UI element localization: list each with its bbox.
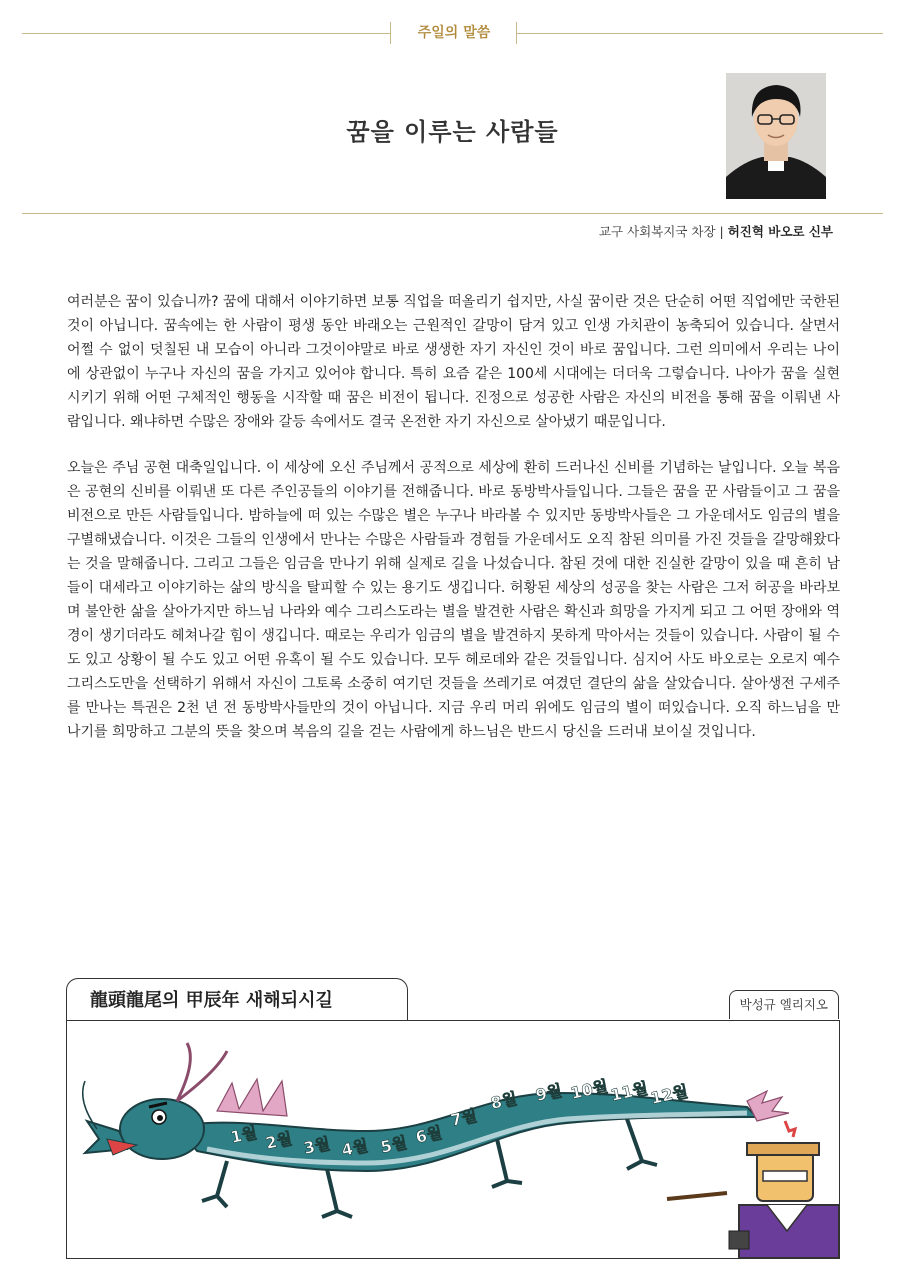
month-label: 11월 [608, 1078, 650, 1105]
header-rule-left [22, 33, 390, 34]
header-tick-left [390, 22, 391, 44]
header-rule-right [517, 33, 883, 34]
comic-panel [66, 1020, 840, 1259]
month-label: 1월 [228, 1122, 259, 1147]
month-label: 9월 [533, 1080, 564, 1105]
article-title: 꿈을 이루는 사람들 [346, 118, 559, 146]
month-label: 4월 [339, 1135, 370, 1160]
byline [599, 222, 833, 240]
priest-portrait-icon [726, 73, 826, 199]
paragraph-1: 여러분은 꿈이 있습니까? 꿈에 대해서 이야기하면 보통 직업을 떠올리기 쉽지만, 사실 꿈이란 것은 단순히 어떤 직업에만 국한된 것이 아닙니다. 꿈속에는 한 사람이 평생 동안 바래오는 근원적인 갈망이 담겨 있고 인생 가치관이 농축되어 있습니다. 살면서 어쩔 수 없이 덧칠된 내 모습이 아니라 그것이야말로 바로 생생한 자기 자신인 것이 바로 꿈입니다. 그런 의미에서 우리는 나이에 상관없이 누구나 자신의 꿈을 가지고 있어야 합니다. 특히 요즘 같은 100세 시대에는 더더욱 그렇습니다. 나아가 꿈을 실현시키기 위해 어떤 구체적인 행동을 시작할 때 꿈은 비전이 됩니다. 진정으로 성공한 사람은 자신의 비전을 통해 꿈을 이뤄낸 사람입니다. 왜냐하면 수많은 장애와 갈등 속에서도 결국 온전한 자기 자신으로 살아냈기 때문입니다. [67, 294, 840, 430]
author-photo [726, 73, 826, 199]
comic-title: 龍頭龍尾의 甲辰年 새해되시길 [90, 990, 333, 1011]
article-body [67, 290, 840, 766]
dragon-illustration-icon [67, 1021, 839, 1258]
comic-author: 박성규 엘리지오 [729, 990, 840, 1019]
month-label: 6월 [413, 1122, 444, 1147]
paragraph-2: 오늘은 주님 공현 대축일입니다. 이 세상에 오신 주님께서 공적으로 세상에 환히 드러나신 신비를 기념하는 날입니다. 오늘 복음은 공현의 신비를 이뤄낸 또 다른 주인공들의 이야기를 전해줍니다. 바로 동방박사들입니다. 그들은 꿈을 꾼 사람들이고 그 꿈을 비전으로 만든 사람들입니다. 밤하늘에 떠 있는 수많은 별은 누구나 바라볼 수 있지만 동방박사들은 그 가운데서도 임금의 별을 구별해냈습니다. 이것은 그들의 인생에서 만나는 수많은 사람들과 경험들 가운데서도 오직 참된 의미를 가진 것들을 갈망해왔다는 것을 말해줍니다. 그리고 그들은 임금을 만나기 위해 실제로 길을 나섰습니다. 참된 것에 대한 진실한 갈망이 있을 때 흔히 남들이 대세라고 이야기하는 삶의 방식을 탈피할 수 있는 용기도 생깁니다. 허황된 세상의 성공을 찾는 사람은 그저 허공을 바라보며 불안한 삶을 살아가지만 하느님 나라와 예수 그리스도라는 별을 발견한 사람은 확신과 희망을 가지게 되고 그 어떤 장애와 역경이 생기더라도 헤쳐나갈 힘이 생깁니다. 때로는 우리가 임금의 별을 발견하지 못하게 막아서는 것들이 있습니다. 사람이 될 수도 있고 상황이 될 수도 있고 어떤 유혹이 될 수도 있습니다. 모두 헤로데와 같은 것들입니다. 심지어 사도 바오로는 오로지 예수 그리스도만을 선택하기 위해서 자신이 그토록 소중히 여기던 것들을 쓰레기로 여겼던 결단의 삶을 살았습니다. 살아생전 구세주를 만나는 특권은 2천 년 전 동방박사들만의 것이 아닙니다. 지금 우리 머리 위에도 임금의 별이 떠있습니다. 오직 하느님을 만나기를 희망하고 그분의 뜻을 찾으며 복음의 길을 걷는 사람에게 하느님은 반드시 당신을 드러내 보이실 것입니다. [67, 460, 840, 740]
month-label: 2월 [263, 1128, 294, 1153]
month-label: 5월 [378, 1132, 409, 1157]
byline-name: 허진혁 바오로 신부 [727, 224, 833, 239]
month-label: 12월 [648, 1081, 690, 1108]
month-label: 8월 [488, 1088, 519, 1113]
month-label: 7월 [448, 1105, 479, 1130]
byline-role: 교구 사회복지국 차장 | [598, 224, 728, 239]
month-label: 10월 [568, 1076, 610, 1103]
month-label: 3월 [301, 1133, 332, 1158]
title-rule [22, 213, 883, 214]
section-tag: 주일의 말씀 [417, 25, 491, 41]
